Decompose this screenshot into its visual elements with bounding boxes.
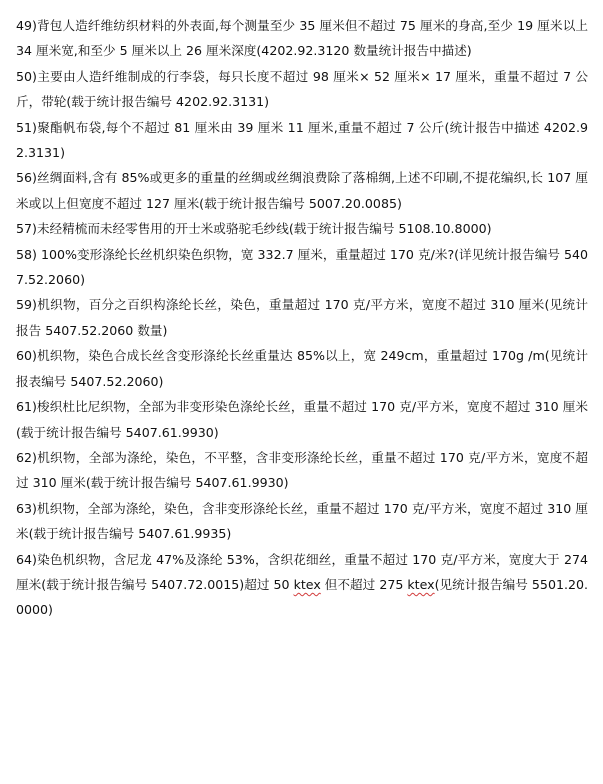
list-item-64 (16, 547, 588, 623)
list-item-63 (16, 496, 588, 547)
list-item-49 (16, 13, 588, 64)
paragraph-text: 56)丝绸面料,含有 85%或更多的重量的丝绸或丝绸浪费除了落棉绸,上述不印刷,不提花编织,长 107 厘米或以上但宽度不超过 127 厘米(载于统计报告编号 5007.20.0085) (16, 170, 588, 211)
paragraph-text: 61)梭织杜比尼织物，全部为非变形染色涤纶长丝，重量不超过 170 克/平方米，宽度不超过 310 厘米(载于统计报告编号 5407.61.9930) (16, 399, 588, 440)
list-item-51 (16, 115, 588, 166)
paragraph-text: 50)主要由人造纤维制成的行李袋，每只长度不超过 98 厘米× 52 厘米× 17 厘米，重量不超过 7 公斤，带轮(载于统计报告编号 4202.92.3131) (16, 68, 588, 110)
paragraph-text: 60)机织物，染色合成长丝含变形涤纶长丝重量达 85%以上，宽 249cm，重量超过 170g /m(见统计报表编号 5407.52.2060) (16, 348, 588, 389)
spellcheck-flagged-word: ktex (407, 576, 435, 592)
list-item-56 (16, 165, 588, 216)
paragraph-text: 但不超过 275 (320, 576, 408, 592)
paragraph-text: 51)聚酯帆布袋,每个不超过 81 厘米由 39 厘米 11 厘米,重量不超过 7 公斤(统计报告中描述 4202.92.3131) (16, 119, 588, 161)
list-item-59 (16, 292, 588, 343)
paragraph-text: 59)机织物，百分之百织构涤纶长丝，染色，重量超过 170 克/平方米，宽度不超过 310 厘米(见统计报告 5407.52.2060 数量) (16, 297, 588, 338)
spellcheck-flagged-word: ktex (293, 576, 321, 592)
paragraph-text: 62)机织物，全部为涤纶，染色，不平整，含非变形涤纶长丝，重量不超过 170 克/平方米，宽度不超过 310 厘米(载于统计报告编号 5407.61.9930) (16, 449, 588, 491)
paragraph-text: 64)染色机织物，含尼龙 47%及涤纶 53%，含织花细丝，重量不超过 170 克/平方米，宽度大于 274 厘米(载于统计报告编号 5407.72.0015)超过 50 (16, 551, 588, 592)
list-item-61 (16, 394, 588, 445)
document-body (16, 13, 588, 623)
paragraph-text: 49)背包人造纤维纺织材料的外表面,每个测量至少 35 厘米但不超过 75 厘米的身高,至少 19 厘米以上 34 厘米宽,和至少 5 厘米以上 26 厘米深度(4202.92.3120 数量统计报告中描述) (16, 18, 588, 59)
list-item-58 (16, 242, 588, 293)
paragraph-text: 63)机织物，全部为涤纶，染色，含非变形涤纶长丝，重量不超过 170 克/平方米，宽度不超过 310 厘米(载于统计报告编号 5407.61.9935) (16, 500, 588, 542)
list-item-57 (16, 216, 588, 241)
list-item-62 (16, 445, 588, 496)
list-item-50 (16, 64, 588, 115)
paragraph-text: 57)未经精梳而未经零售用的开士米或骆驼毛纱线(载于统计报告编号 5108.10.8000) (16, 221, 492, 237)
list-item-60 (16, 343, 588, 394)
paragraph-text: 58) 100%变形涤纶长丝机织染色织物，宽 332.7 厘米，重量超过 170 克/米?(详见统计报告编号 5407.52.2060) (16, 246, 588, 288)
paragraph-text: (见统计报告编号 5501.20.0000) (16, 576, 588, 618)
